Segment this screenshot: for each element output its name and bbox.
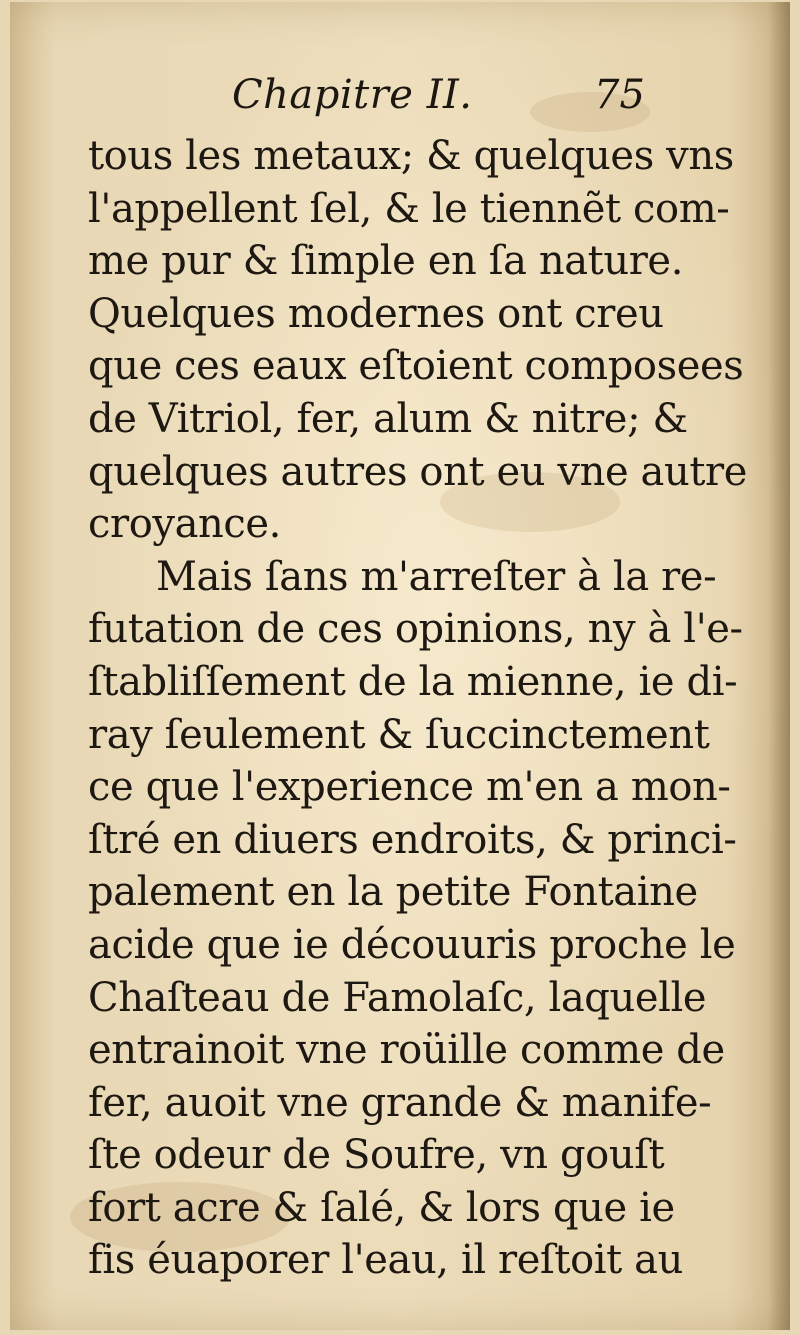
text-line: Chaſteau de Famolaſc, laquelle (88, 974, 707, 1021)
text-line: entrainoit vne roüille comme de (88, 1027, 725, 1074)
text-line: fort acre & ſalé, & lors que ie (88, 1184, 675, 1231)
text-line: que ces eaux eſtoient composees (88, 343, 744, 390)
text-line: palement en la petite Fontaine (88, 869, 698, 916)
text-line: acide que ie découuris proche le (88, 921, 736, 968)
text-line: ce que l'experience m'en a mon- (88, 764, 731, 811)
text-line: quelques autres ont eu vne autre (88, 448, 748, 495)
page-header (10, 72, 790, 132)
text-line: fis éuaporer l'eau, il reſtoit au (88, 1237, 683, 1284)
text-line: ſte odeur de Soufre, vn gouſt (88, 1132, 665, 1179)
text-line: Quelques modernes ont creu (88, 290, 664, 337)
text-line: ſtré en diuers endroits, & princi- (88, 816, 737, 863)
running-head: Chapitre II. (232, 72, 473, 118)
text-line: fer, auoit vne grande & manife- (88, 1079, 712, 1126)
body-text (88, 130, 748, 1287)
text-line: croyance. (88, 501, 282, 548)
gutter-shadow (768, 2, 790, 1330)
text-line: futation de ces opinions, ny à l'e- (88, 606, 743, 653)
text-line: de Vitriol, fer, alum & nitre; & (88, 395, 688, 442)
text-line: me pur & ſimple en ſa nature. (88, 238, 684, 285)
book-page (10, 2, 790, 1330)
text-line: l'appellent ſel, & le tiennẽt com- (88, 185, 730, 232)
paragraph-start-line: Mais ſans m'arreſter à la re- (156, 553, 717, 600)
text-line: tous les metaux; & quelques vns (88, 133, 734, 179)
text-line: ſtabliſſement de la mienne, ie di- (88, 658, 738, 705)
text-line: ray ſeulement & ſuccinctement (88, 711, 710, 758)
page-number: 75 (594, 72, 645, 118)
